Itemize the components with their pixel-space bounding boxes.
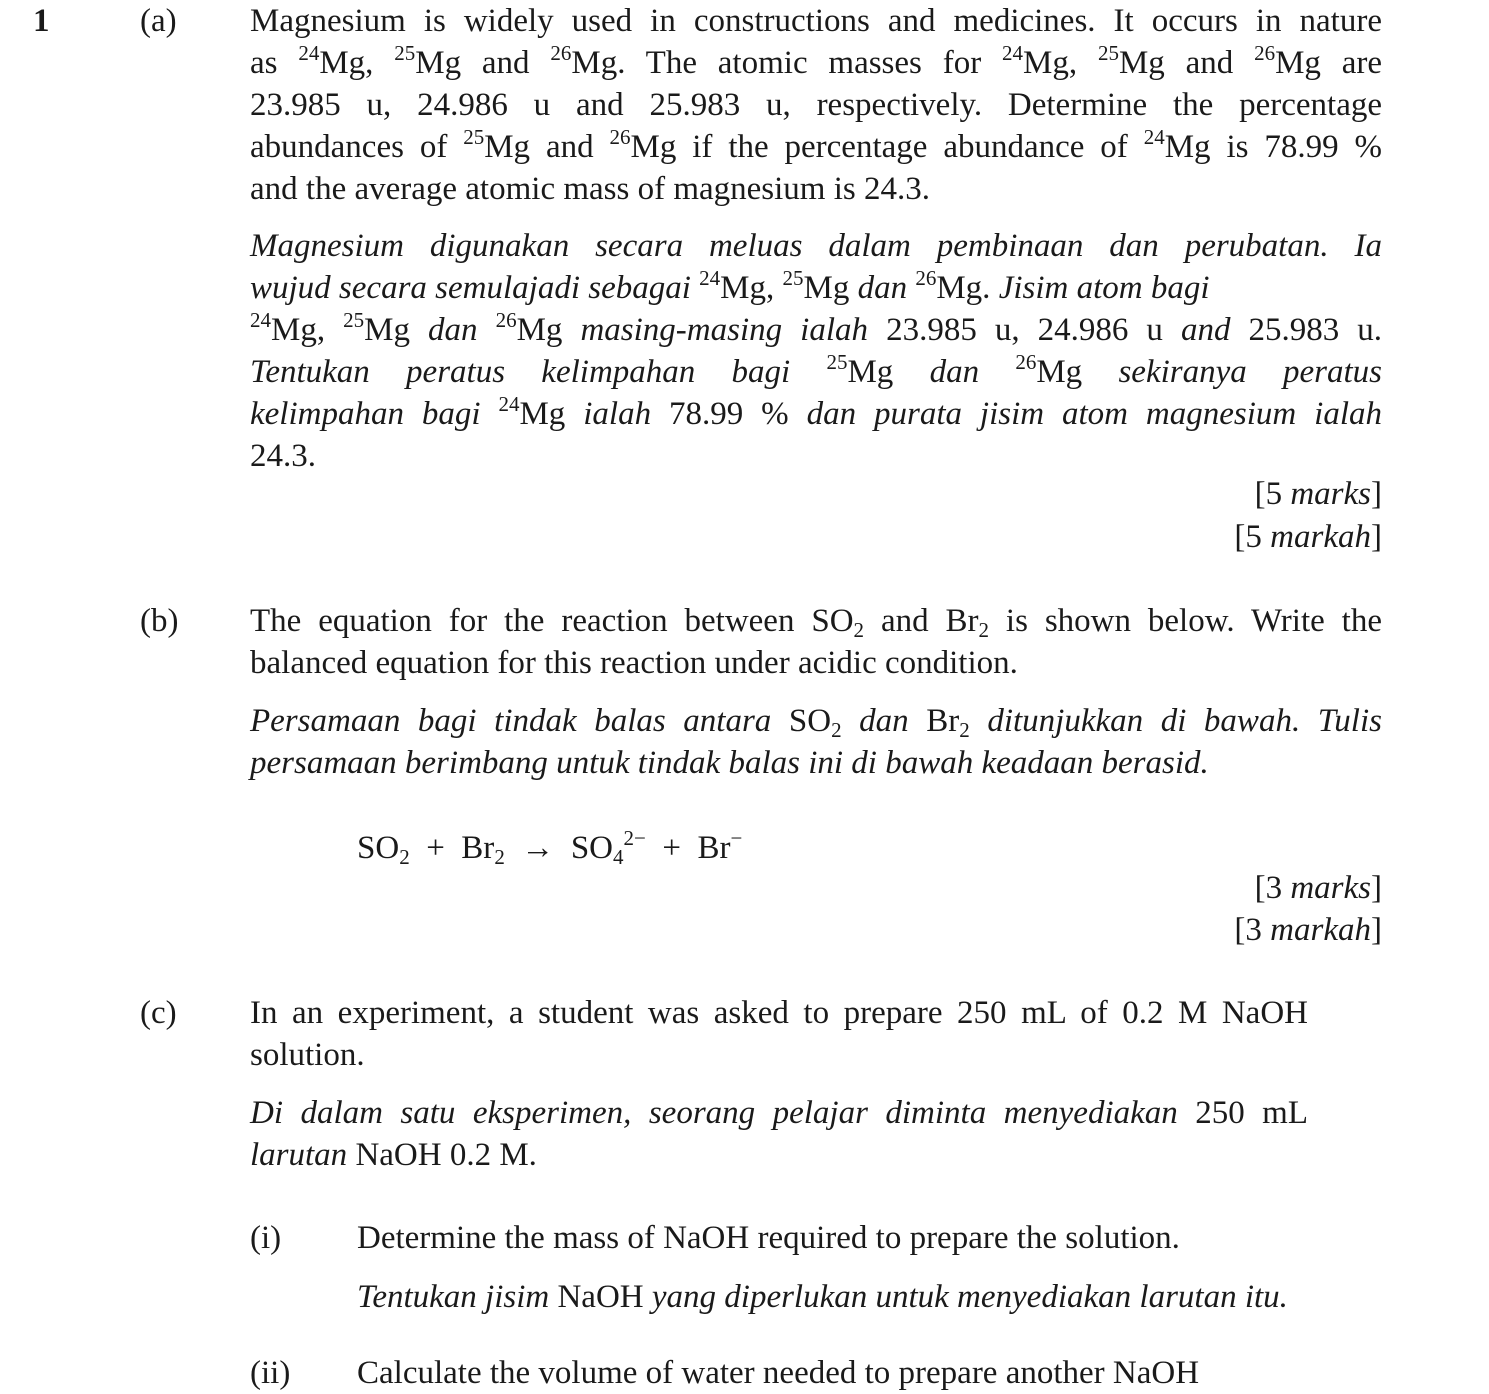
text-line [250,42,1382,84]
superscript: 25 [343,308,365,332]
superscript: − [730,826,743,850]
text-run: SO [788,703,832,739]
text-line [250,0,1382,42]
text-run: Mg [516,312,581,348]
part-b-english [250,600,1382,684]
superscript: 25 [394,41,416,65]
text-run: ialah [583,396,669,432]
question-number: 1 [33,3,50,39]
text-run: is shown below. Write the [989,603,1382,639]
text-run: abundances of [250,129,464,165]
text-run: ] [1371,476,1382,512]
text-line [250,168,1382,210]
text-run: [3 [1234,912,1271,948]
text-run: Mg [1036,354,1119,390]
text-run: Br [926,703,960,739]
text-run: solution. [250,1037,365,1073]
text-run: SO [357,830,400,866]
superscript: 24 [1143,125,1165,149]
subscript: 2 [959,718,970,742]
part-a-label: (a) [140,3,177,39]
chemical-equation [357,827,742,869]
text-line [250,992,1308,1034]
part-c-malay [250,1092,1308,1176]
superscript: 26 [1015,350,1037,374]
text-run: Mg [803,270,858,306]
text-run: 78.99 % [669,396,807,432]
text-run: dan [841,703,927,739]
part-a-marks-my [1234,516,1382,558]
text-run: 23.985 u, 24.986 u [886,312,1181,348]
text-line [250,267,1382,309]
text-run: Mg [847,354,930,390]
text-run: Jisim atom bagi [998,270,1210,306]
text-run: dan [929,354,1016,390]
superscript: 26 [1254,41,1276,65]
text-run: and Br [864,603,979,639]
superscript: 26 [550,41,572,65]
text-run: Tentukan jisim [357,1279,558,1315]
text-run: The equation for the reaction between SO [250,603,854,639]
text-run: [5 [1254,476,1291,512]
text-run: Mg, [1023,45,1098,81]
text-line [250,309,1382,351]
text-line [250,84,1382,126]
text-run: ditunjukkan di bawah. Tulis [969,703,1382,739]
text-run: markah [1270,912,1371,948]
part-b-marks-my [1234,909,1382,951]
text-run: Mg [519,396,584,432]
text-run: Magnesium is widely used in constructions and medicines. It occurs in nature [250,3,1382,39]
superscript: 24 [1002,41,1024,65]
subscript: 2 [831,718,842,742]
text-run: Mg [364,312,429,348]
text-line [250,393,1382,435]
part-c-i-english [357,1217,1357,1259]
superscript: 24 [498,392,520,416]
text-run: NaOH 0.2 M. [355,1137,537,1173]
text-run: Mg. [936,270,999,306]
subscript: 2 [978,618,990,642]
text-run: Calculate the volume of water needed to prepare another NaOH [357,1355,1200,1391]
part-a-english [250,0,1382,210]
text-run: NaOH [557,1279,652,1315]
part-b-marks-en [1255,867,1382,909]
text-line [250,600,1382,642]
text-run: Mg. The atomic masses for [571,45,1003,81]
text-run: dan purata jisim atom magnesium ialah [806,396,1382,432]
text-line [250,435,1382,477]
part-c-i-malay [357,1276,1357,1318]
text-run: sekiranya peratus [1118,354,1383,390]
text-line [357,1276,1357,1318]
text-run: Mg, [720,270,783,306]
text-line [357,1217,1357,1259]
subscript: 2 [853,618,865,642]
text-run: dan [428,312,496,348]
text-run: Mg are [1275,45,1383,81]
text-line [250,225,1382,267]
part-c-i-label: (i) [250,1220,282,1256]
part-b-malay [250,700,1382,784]
text-run: marks [1290,476,1371,512]
superscript: 26 [609,125,631,149]
superscript: 25 [782,266,804,290]
superscript: 24 [298,41,320,65]
superscript: 25 [826,350,848,374]
text-run: marks [1290,870,1371,906]
text-line [357,1352,1357,1394]
text-run: Mg and [415,45,551,81]
part-b-label: (b) [140,603,179,639]
text-run: Determine the mass of NaOH required to prepare the solution. [357,1220,1180,1256]
text-run: Mg, [319,45,395,81]
superscript: 24 [699,266,721,290]
text-run: dan [857,270,916,306]
part-a-marks-en [1255,473,1382,515]
text-run: 23.985 u, 24.986 u and 25.983 u, respectively. Determine the percentage [250,87,1382,123]
text-run: + Br [409,830,495,866]
superscript: 2− [623,826,646,850]
text-run: Di dalam satu eksperimen, seorang pelajar diminta menyediakan [250,1095,1196,1131]
part-c-ii-label: (ii) [250,1355,291,1391]
text-run: Mg and [1118,45,1255,81]
subscript: 2 [494,845,505,869]
superscript: 25 [1097,41,1119,65]
text-run: masing-masing ialah [580,312,887,348]
text-run: [5 [1234,519,1271,555]
text-line [250,1134,1308,1176]
text-run: [3 [1254,870,1291,906]
part-c-ii-english [357,1352,1357,1394]
text-run: persamaan berimbang untuk tindak balas ini di bawah keadaan berasid. [250,745,1209,781]
text-run: kelimpahan bagi [250,396,499,432]
text-line [250,1034,1308,1076]
text-run: ] [1371,519,1382,555]
text-run: Mg and [484,129,610,165]
text-run: yang diperlukan untuk menyediakan larutan itu. [651,1279,1288,1315]
text-run: and the average atomic mass of magnesium is 24.3. [250,171,930,207]
text-run: Tentukan peratus kelimpahan bagi [250,354,827,390]
text-run: as [250,45,299,81]
text-run: markah [1270,519,1371,555]
text-line [250,1092,1308,1134]
text-run: larutan [250,1137,356,1173]
text-run: Magnesium digunakan secara meluas dalam pembinaan dan perubatan. Ia [250,228,1382,264]
part-c-english [250,992,1308,1076]
text-run: 24.3. [250,438,316,474]
text-run: In an experiment, a student was asked to prepare 250 mL of 0.2 M NaOH [250,995,1308,1031]
text-line [250,126,1382,168]
text-line [250,700,1382,742]
text-run: Persamaan bagi tindak balas antara [250,703,789,739]
text-run: and [1180,312,1249,348]
text-run: ] [1371,870,1382,906]
text-run: 25.983 u. [1248,312,1383,348]
text-run: ] [1371,912,1382,948]
text-run: + Br [645,830,731,866]
text-run: → SO [504,830,613,866]
superscript: 26 [495,308,517,332]
part-c-label: (c) [140,995,177,1031]
text-run: wujud secara semulajadi sebagai [250,270,700,306]
text-run: Mg, [271,312,344,348]
superscript: 24 [250,308,271,332]
text-run: 250 mL [1195,1095,1308,1131]
text-run: balanced equation for this reaction under acidic condition. [250,645,1018,681]
superscript: 26 [915,266,937,290]
superscript: 25 [463,125,485,149]
text-line [250,351,1382,393]
text-line [250,742,1382,784]
part-a-malay [250,225,1382,477]
text-run: Mg is 78.99 % [1164,129,1382,165]
text-line [250,642,1382,684]
subscript: 4 [613,845,624,869]
subscript: 2 [399,845,410,869]
text-run: Mg if the percentage abundance of [630,129,1144,165]
